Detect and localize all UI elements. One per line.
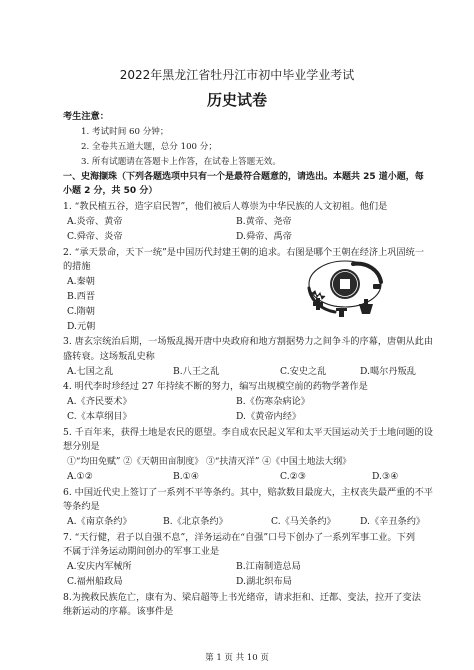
question-8-stem: 8.为挽救民族危亡，康有为、梁启超等上书光绪帝，请求拒和、迁都、变法，拉开了变法: [63, 592, 421, 603]
question-3-stem: 3. 唐玄宗统治后期，一场叛乱揭开唐中央政府和地方割据势力之间争斗的序幕，唐朝从此由: [63, 336, 433, 347]
question-4-stem: 4. 明代李时珍经过 27 年持续不断的努力，编写出规模空前的药物学著作是: [63, 381, 368, 392]
q5-option-c: C.②③: [280, 471, 307, 482]
q3-option-d: D.噶尔丹叛乱: [360, 366, 416, 377]
question-6-stem-cont: 等条约是: [63, 501, 100, 512]
question-2-stem: 2. “承天景命，天下一统”是中国历代封建王朝的追求。右图是哪个王朝在经济上巩固统一: [63, 247, 425, 258]
exam-title: 2022年黑龙江省牡丹江市初中毕业学业考试: [119, 68, 355, 82]
q2-option-d: D.元朝: [67, 321, 96, 332]
notice-item: 2. 全卷共五道大题，总分 100 分；: [81, 142, 217, 152]
q7-option-c: C.福州船政局: [67, 576, 123, 587]
q7-option-d: D.湖北织布局: [236, 576, 292, 587]
q2-option-b: B.西晋: [67, 291, 96, 302]
q3-option-b: B.八王之乱: [173, 366, 220, 377]
notice-item: 3. 所有试题请在答题卡上作答，在试卷上答题无效。: [81, 157, 281, 167]
notice-heading: 考生注意：: [63, 111, 109, 122]
q5-option-d: D.③④: [372, 471, 399, 482]
q1-option-a: A.炎帝、黄帝: [67, 216, 123, 227]
q2-option-a: A.秦朝: [67, 276, 95, 287]
q5-option-b: B.①④: [173, 471, 200, 482]
question-3-stem-cont: 盛转衰。这场叛乱史称: [63, 351, 155, 362]
unified-currency-measures-illustration: [305, 258, 385, 322]
q7-option-a: A.安庆内军械所: [67, 561, 132, 572]
q2-option-c: C.隋朝: [67, 306, 95, 317]
section-heading-cont: 小题 2 分，共 50 分）: [63, 186, 158, 196]
q6-option-c: C.《马关条约》: [271, 516, 336, 527]
question-6-stem: 6. 中国近代史上签订了一系列不平等条约。其中，赔款数目最庞大，主权丧失最严重的不平: [63, 487, 433, 498]
question-5-stem-cont: 想分别是: [63, 441, 100, 452]
question-8-stem-cont: 维新运动的序幕。该事件是: [63, 606, 174, 617]
page-footer: 第 1 页 共 10 页: [205, 653, 269, 663]
q4-option-b: B.《伤寒杂病论》: [236, 396, 310, 407]
q1-option-d: D.舜帝、禹帝: [236, 231, 292, 242]
question-1-stem: 1. “教民植五谷，造字启民智”，他们被后人尊崇为中华民族的人文初祖。他们是: [63, 201, 388, 212]
question-2-stem-cont: 的措施: [63, 261, 91, 272]
q1-option-c: C.舜帝、炎帝: [67, 231, 123, 242]
q5-option-a: A.①②: [67, 471, 94, 482]
q6-option-a: A.《南京条约》: [67, 516, 132, 527]
q4-option-c: C.《本草纲目》: [67, 411, 132, 422]
section-heading: 一、史海撷珠（下列各题选项中只有一个是最符合题意的，请选出。本题共 25 道小题，每: [63, 172, 424, 182]
q7-option-b: B.江南制造总局: [236, 561, 301, 572]
q6-option-b: B.《北京条约》: [163, 516, 228, 527]
subject-title: 历史试卷: [206, 91, 267, 109]
question-5-stem: 5. 千百年来，获得土地是农民的愿望。李自成农民起义军和太平天国运动关于土地问题的设: [63, 427, 433, 438]
notice-item: 1. 考试时间 60 分钟；: [81, 127, 169, 137]
question-7-stem: 7. “天行健，君子以自强不息”，洋务运动在“自强”口号下创办了一系列军事工业。下列: [63, 532, 416, 543]
question-5-items: ①“均田免赋” ②《天朝田亩制度》 ③“扶清灭洋” ④《中国土地法大纲》: [67, 457, 351, 467]
q4-option-d: D.《黄帝内经》: [236, 411, 302, 422]
q6-option-d: D.《辛丑条约》: [360, 516, 426, 527]
question-7-stem-cont: 不属于洋务运动期间创办的军事工业是: [63, 546, 220, 557]
q3-option-a: A.七国之乱: [67, 366, 114, 377]
q4-option-a: A.《齐民要术》: [67, 396, 132, 407]
q3-option-c: C.安史之乱: [280, 366, 327, 377]
q1-option-b: B.黄帝、尧帝: [236, 216, 292, 227]
